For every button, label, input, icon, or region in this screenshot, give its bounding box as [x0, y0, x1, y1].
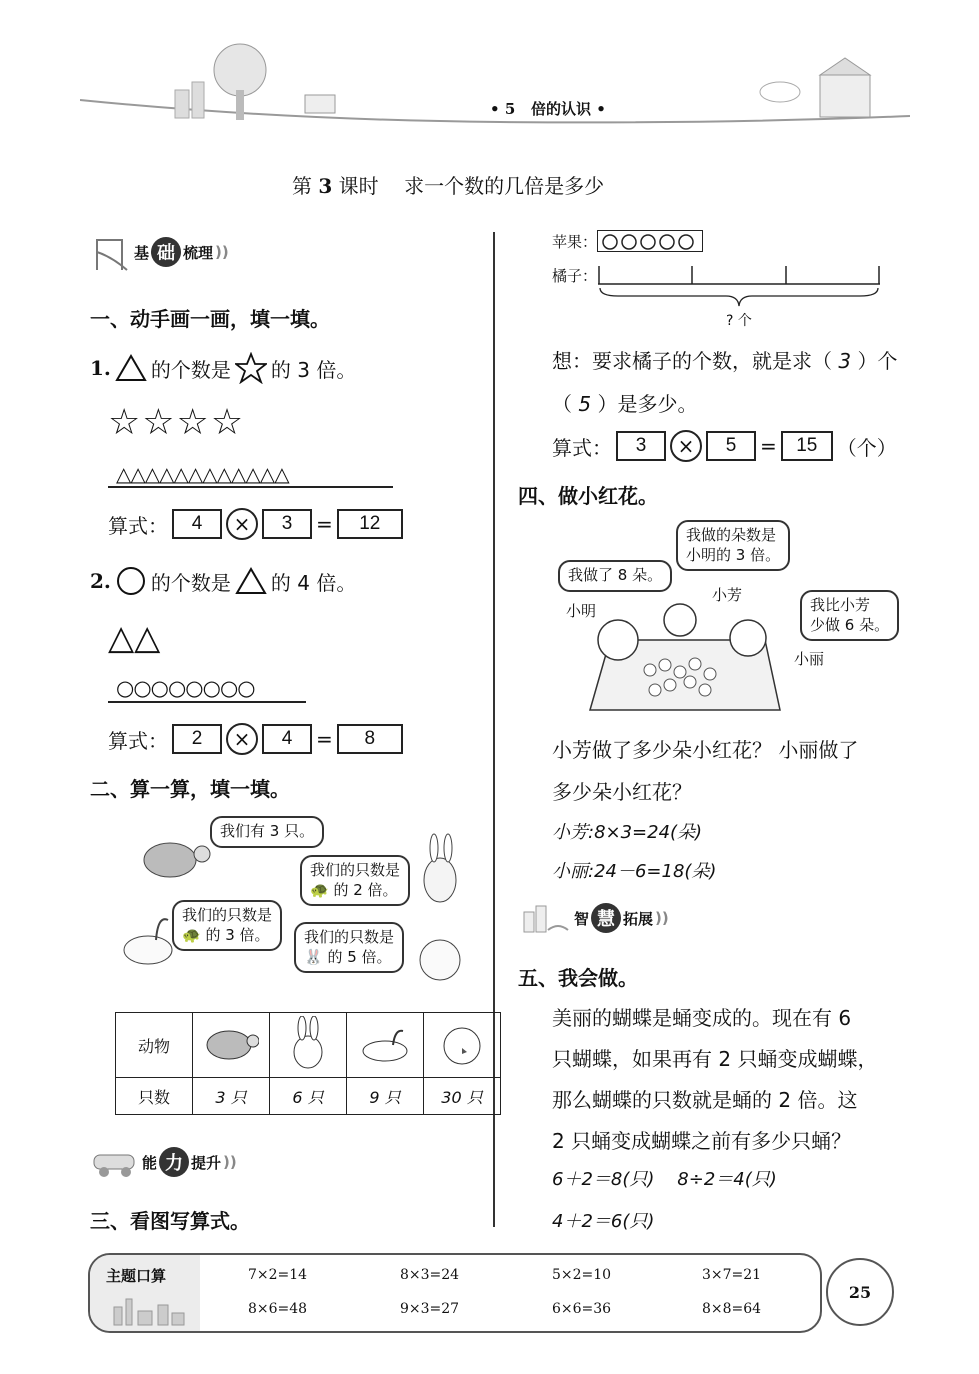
oral-item-4: 3×7=21	[702, 1267, 762, 1283]
q4-question-l1: 小芳做了多少朵小红花？ 小丽做了	[552, 738, 859, 762]
section3-heading: 三、看图写算式。	[90, 1209, 250, 1233]
q3-operator[interactable]: ×	[670, 430, 702, 462]
badge-wisdom-2: 慧	[591, 903, 621, 933]
bubble-chick-l2	[304, 948, 394, 968]
star-icon	[235, 352, 267, 384]
count-chick[interactable]: 30 只	[424, 1078, 501, 1115]
q3-result[interactable]: 15	[781, 431, 833, 461]
page-number	[826, 1258, 894, 1326]
badge-wisdom-3: 拓展	[623, 909, 654, 928]
q2-answer-b[interactable]: 4	[262, 724, 312, 754]
q2-operator[interactable]: ×	[226, 723, 258, 755]
bubble-xiaoming	[558, 560, 672, 592]
badge-ability-1: 能	[142, 1153, 158, 1172]
q2-answer-a[interactable]: 2	[172, 724, 222, 754]
section1-heading: 一、动手画一画，填一填。	[90, 307, 330, 331]
oral-calc-label-block	[90, 1255, 200, 1331]
bubble-chick-l2-text: 的 5 倍。	[327, 947, 392, 966]
q1-triangles-underline	[108, 486, 393, 488]
oral-item-6: 9×3=27	[400, 1301, 460, 1317]
badge-arrows: ))	[655, 909, 669, 927]
section4-heading: 四、做小红花。	[518, 484, 658, 508]
badge-basic-1: 基	[134, 243, 150, 262]
lesson-title	[292, 170, 604, 199]
oral-calc-label: 主题口算	[106, 1267, 167, 1285]
apple-row	[552, 230, 703, 252]
q1-triangles: △△△△△△△△△△△△	[116, 462, 289, 486]
turtle-icon: 🐢	[182, 925, 201, 944]
q5-answer1a[interactable]: 6＋2＝8(只)	[552, 1169, 655, 1190]
q5-text-l1: 美丽的蝴蝶是蛹变成的。现在有 6	[552, 1006, 852, 1030]
chapter-number: 5	[504, 100, 516, 118]
triangle-icon	[115, 353, 147, 383]
q4-question-l2: 多少朵小红花？	[552, 780, 692, 804]
section2-heading: 二、算一算，填一填。	[90, 777, 290, 801]
bubble-duck-l1: 我们的只数是	[182, 906, 273, 924]
orange-bar-diagram	[598, 262, 883, 310]
q4-answer1[interactable]: 小芳:8×3=24(朵)	[552, 822, 703, 843]
bubble-xiaoli-l1: 我比小芳	[810, 596, 871, 614]
apple-icons	[597, 230, 703, 252]
chapter-title: 倍的认识	[530, 100, 591, 118]
q5-answer2[interactable]: 4＋2＝6(只)	[552, 1211, 655, 1232]
bubble-rabbit	[300, 855, 410, 906]
q1-formula	[108, 508, 403, 540]
q1-result[interactable]: 12	[337, 509, 403, 539]
badge-wisdom	[520, 900, 669, 936]
q3-equals: =	[760, 434, 777, 458]
badge-basic-2: 础	[151, 237, 181, 267]
bubble-duck-l2-text: 的 3 倍。	[205, 925, 270, 944]
header-bullet-right: •	[596, 100, 606, 118]
q1-text-a: 的个数是	[150, 357, 231, 382]
q1-stars: ☆☆☆☆	[108, 402, 246, 443]
header-chapter	[490, 98, 606, 119]
duck-icon	[347, 1013, 424, 1078]
q2-result[interactable]: 8	[337, 724, 403, 754]
lesson-prefix: 第	[292, 174, 312, 198]
brace-label: ? 个	[726, 313, 752, 329]
think-l1-b: ）个	[857, 349, 898, 373]
q2-text-b: 的 4 倍。	[270, 570, 357, 595]
name-xiaofang: 小芳	[712, 586, 743, 604]
bubble-duck	[172, 900, 282, 951]
bubble-rabbit-l2	[310, 881, 400, 901]
bubble-turtle	[210, 816, 324, 848]
triangle-icon	[235, 566, 267, 596]
badge-ability-2: 力	[159, 1147, 189, 1177]
car-icon	[90, 1145, 140, 1179]
oral-item-3: 5×2=10	[552, 1267, 612, 1283]
think-l2-a: （	[552, 392, 572, 416]
q5-text-l4: 2 只蛹变成蝴蝶之前有多少只蛹？	[552, 1129, 852, 1153]
oral-item-7: 6×6=36	[552, 1301, 612, 1317]
orange-label: 橘子：	[552, 267, 598, 285]
oral-calc-bar	[88, 1253, 822, 1333]
table-row-counts	[116, 1078, 501, 1115]
table-label-animal: 动物	[116, 1013, 193, 1078]
q1-formula-label: 算式：	[108, 513, 168, 538]
lesson-suffix: 课时	[338, 174, 379, 198]
turtle-icon	[193, 1013, 270, 1078]
header-bullet-left: •	[490, 100, 500, 118]
q5-answer1	[552, 1165, 777, 1191]
oral-item-2: 8×3=24	[400, 1267, 460, 1283]
q3-unit: （个）	[836, 435, 897, 460]
orange-row	[552, 265, 597, 286]
bubble-xiaoming-text: 我做了 8 朵。	[568, 566, 663, 584]
q5-text-l2: 只蝴蝶，如果再有 2 只蛹变成蝴蝶，	[552, 1047, 878, 1071]
book-city-icon	[520, 900, 572, 936]
name-xiaoming: 小明	[566, 602, 597, 620]
q2-formula	[108, 723, 403, 755]
q1-operator[interactable]: ×	[226, 508, 258, 540]
bubble-turtle-text: 我们有 3 只。	[220, 822, 315, 840]
q3-answer-a[interactable]: 3	[616, 431, 666, 461]
badge-ability-3: 提升	[191, 1153, 222, 1172]
q3-formula	[552, 430, 897, 462]
bubble-rabbit-l1: 我们的只数是	[310, 861, 401, 879]
bubble-xiaoli	[800, 590, 899, 641]
bubble-duck-l2	[182, 926, 272, 946]
circle-icon	[115, 565, 147, 597]
rabbit-icon: 🐰	[304, 947, 323, 966]
q5-answer1b[interactable]: 8÷2＝4(只)	[677, 1169, 777, 1190]
oral-item-1: 7×2=14	[248, 1267, 308, 1283]
bubble-rabbit-l2-text: 的 2 倍。	[333, 880, 398, 899]
badge-arrows: ))	[215, 243, 229, 261]
badge-basic-3: 梳理	[183, 243, 214, 262]
apple-label: 苹果：	[552, 232, 598, 251]
q2-circles-underline	[108, 701, 306, 703]
q1-text-b: 的 3 倍。	[270, 357, 357, 382]
rabbit-icon	[270, 1013, 347, 1078]
count-turtle[interactable]: 3 只	[193, 1078, 270, 1115]
q1-answer-a[interactable]: 4	[172, 509, 222, 539]
badge-wisdom-1: 智	[574, 909, 590, 928]
badge-arrows: ))	[223, 1153, 237, 1171]
q3-answer-b[interactable]: 5	[706, 431, 756, 461]
q2-text	[90, 565, 356, 597]
q2-triangles: △△	[108, 618, 161, 658]
oral-item-5: 8×6=48	[248, 1301, 308, 1317]
q1-answer-b[interactable]: 3	[262, 509, 312, 539]
badge-basic	[92, 232, 229, 272]
children-illustration	[580, 590, 785, 720]
q3-formula-label: 算式：	[552, 435, 612, 460]
think-answer1[interactable]: 3	[838, 349, 852, 373]
bubble-xiaoli-l2: 少做 6 朵。	[810, 615, 890, 634]
q4-answer2[interactable]: 小丽:24－6=18(朵)	[552, 861, 717, 882]
q5-text-l3: 那么蝴蝶的只数就是蛹的 2 倍。这	[552, 1088, 858, 1112]
chick-icon	[424, 1013, 501, 1078]
bubble-chick	[294, 922, 404, 973]
cityscape-icon	[110, 1293, 190, 1327]
think-line1	[552, 345, 897, 374]
count-rabbit[interactable]: 6 只	[270, 1078, 347, 1115]
think-answer2[interactable]: 5	[578, 392, 592, 416]
think-l1-a: 想：要求橘子的个数，就是求（	[552, 349, 832, 373]
badge-ability	[90, 1145, 237, 1179]
bubble-xiaofang	[676, 520, 790, 571]
q2-formula-label: 算式：	[108, 728, 168, 753]
bubble-xiaofang-l1: 我做的朵数是	[686, 526, 777, 544]
page-number-text: 25	[848, 1282, 872, 1302]
think-l2-b: ）是多少。	[597, 392, 698, 416]
animal-count-table	[115, 1012, 501, 1115]
slide-icon	[92, 232, 132, 272]
q2-equals: =	[316, 727, 333, 751]
think-line2	[552, 388, 697, 417]
q2-text-a: 的个数是	[150, 570, 231, 595]
q1-text	[90, 352, 356, 384]
section5-heading: 五、我会做。	[518, 966, 638, 990]
bubble-chick-l1: 我们的只数是	[304, 928, 395, 946]
count-duck[interactable]: 9 只	[347, 1078, 424, 1115]
lesson-number: 3	[318, 174, 333, 198]
name-xiaoli: 小丽	[794, 650, 825, 668]
lesson-name: 求一个数的几倍是多少	[404, 174, 605, 198]
table-label-count: 只数	[116, 1078, 193, 1115]
q1-number: 1.	[90, 356, 111, 380]
q1-equals: =	[316, 512, 333, 536]
bubble-xiaofang-l2: 小明的 3 倍。	[686, 545, 781, 564]
table-row-animals	[116, 1013, 501, 1078]
q2-number: 2.	[90, 569, 111, 593]
turtle-icon: 🐢	[310, 880, 329, 899]
q2-circles: ○○○○○○○○	[116, 676, 255, 700]
oral-item-8: 8×8=64	[702, 1301, 762, 1317]
